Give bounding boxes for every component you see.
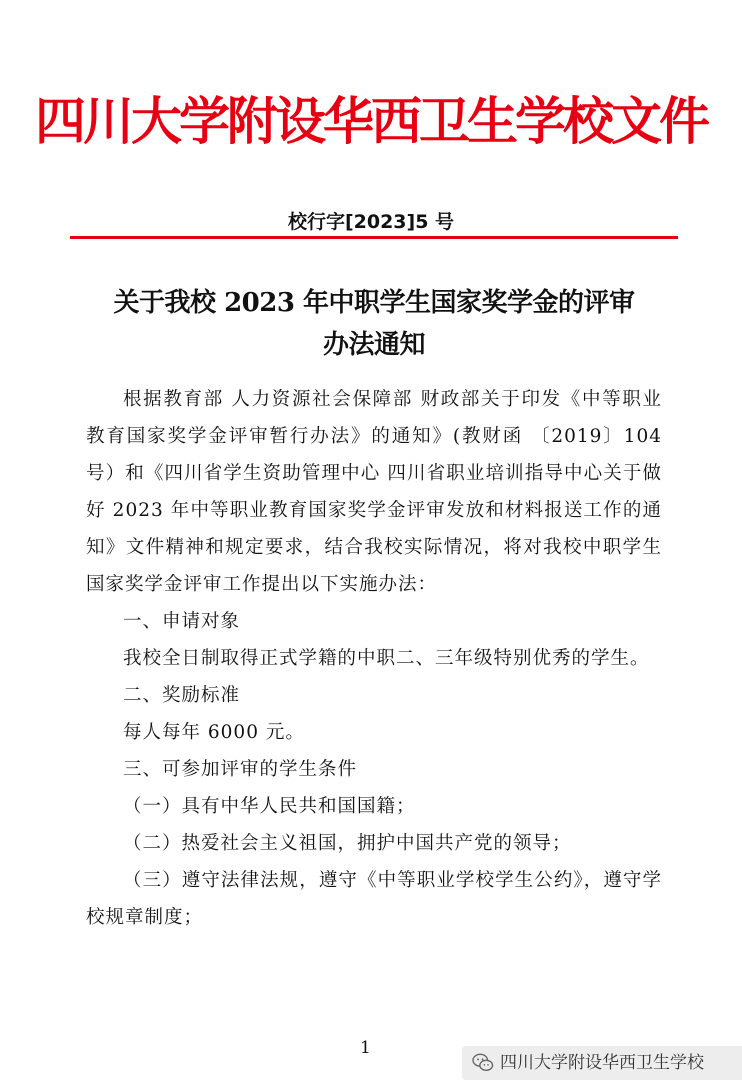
award-standard-paragraph: 每人每年 6000 元。 xyxy=(123,722,305,743)
section-heading-eligibility: 三、可参加评审的学生条件 xyxy=(123,759,358,780)
wechat-account-watermark xyxy=(462,1046,742,1080)
applicants-paragraph: 我校全日制取得正式学籍的中职二、三年级特别优秀的学生。 xyxy=(123,648,650,669)
section-heading-award-standard: 二、奖励标准 xyxy=(123,685,241,706)
wechat-icon xyxy=(472,1053,494,1073)
letterhead-title: 四川大学附设华西卫生学校文件 xyxy=(34,93,707,152)
document-body xyxy=(86,381,662,936)
eligibility-item-3: （三）遵守法律法规，遵守《中等职业学校学生公约》，遵守学校规章制度； xyxy=(86,870,662,928)
section-heading-applicants: 一、申请对象 xyxy=(123,611,241,632)
watermark-account-name: 四川大学附设华西卫生学校 xyxy=(500,1053,704,1073)
document-title-line-2: 办法通知 xyxy=(322,330,425,360)
eligibility-item-1: （一）具有中华人民共和国国籍； xyxy=(123,796,416,817)
document-number: 校行字[2023]5 号 xyxy=(287,211,455,233)
document-title-line-1: 关于我校 2023 年中职学生国家奖学金的评审 xyxy=(113,288,635,318)
red-divider-line xyxy=(70,236,678,239)
page-number: 1 xyxy=(360,1038,371,1058)
intro-paragraph: 根据教育部 人力资源社会保障部 财政部关于印发《中等职业教育国家奖学金评审暂行办法》的通知》(教财函 〔2019〕104 号）和《四川省学生资助管理中心 四川省职业培训指导中心关于做好 2023 年中等职业教育国家奖学金评审发放和材料报送工作的通知》文件精神和规定要求，结合我校实际情况，将对我校中职学生国家奖学金评审工作提出以下实施办法： xyxy=(86,389,662,595)
eligibility-item-2: （二）热爱社会主义祖国，拥护中国共产党的领导； xyxy=(123,833,572,854)
document-title xyxy=(86,282,662,366)
